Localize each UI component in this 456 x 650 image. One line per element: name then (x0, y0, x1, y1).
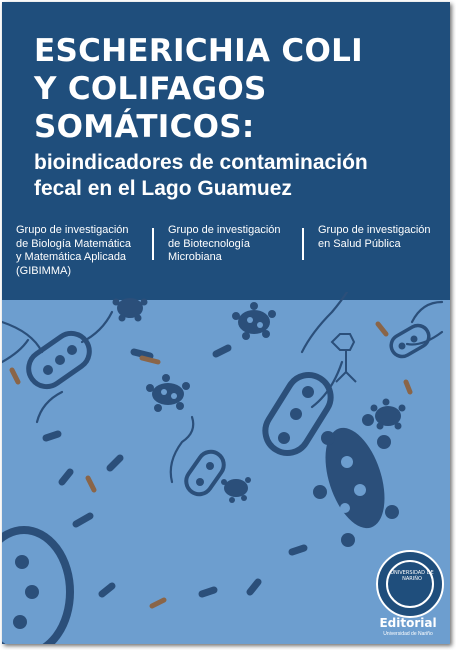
virus-icon (371, 399, 406, 430)
subtitle-line: bioindicadores de contaminación (34, 151, 368, 174)
publisher-subtitle: Universidad de Nariño (383, 631, 433, 637)
book-subtitle (34, 150, 368, 202)
subtitle-line: fecal en el Lago Guamuez (34, 177, 292, 200)
book-title (34, 32, 363, 146)
virus-icon (146, 374, 190, 412)
title-line: Y COLIFAGOS (34, 71, 267, 107)
title-line: ESCHERICHIA COLI (34, 33, 363, 69)
bacteria-icon (387, 321, 433, 360)
group-divider (152, 228, 154, 260)
group-divider (302, 228, 304, 260)
research-group-salud-publica: Grupo de investigación en Salud Pública (318, 224, 431, 250)
research-group-biotecnologia: Grupo de investigación de Biotecnología Microbiana (168, 224, 281, 263)
bacteria-icon (181, 447, 229, 500)
header-band (2, 2, 450, 300)
seal-ring (386, 560, 434, 608)
virus-icon (232, 302, 276, 340)
university-seal-icon (376, 550, 444, 618)
research-group-gibimma: Grupo de investigación de Biología Matemática y Matemática Aplicada (GIBIMMA) (16, 224, 131, 277)
title-line: SOMÁTICOS: (34, 109, 255, 145)
book-cover (2, 2, 450, 644)
virus-icon (313, 414, 399, 547)
virus-icon (113, 298, 148, 322)
virus-icon (221, 477, 251, 503)
bacteriophage-icon (332, 334, 356, 382)
bacteria-icon (22, 326, 97, 393)
bacteria-icon (2, 530, 70, 644)
publisher-name: Editorial (379, 616, 437, 630)
seal-text: UNIVERSIDAD DE NARIÑO (390, 570, 434, 582)
